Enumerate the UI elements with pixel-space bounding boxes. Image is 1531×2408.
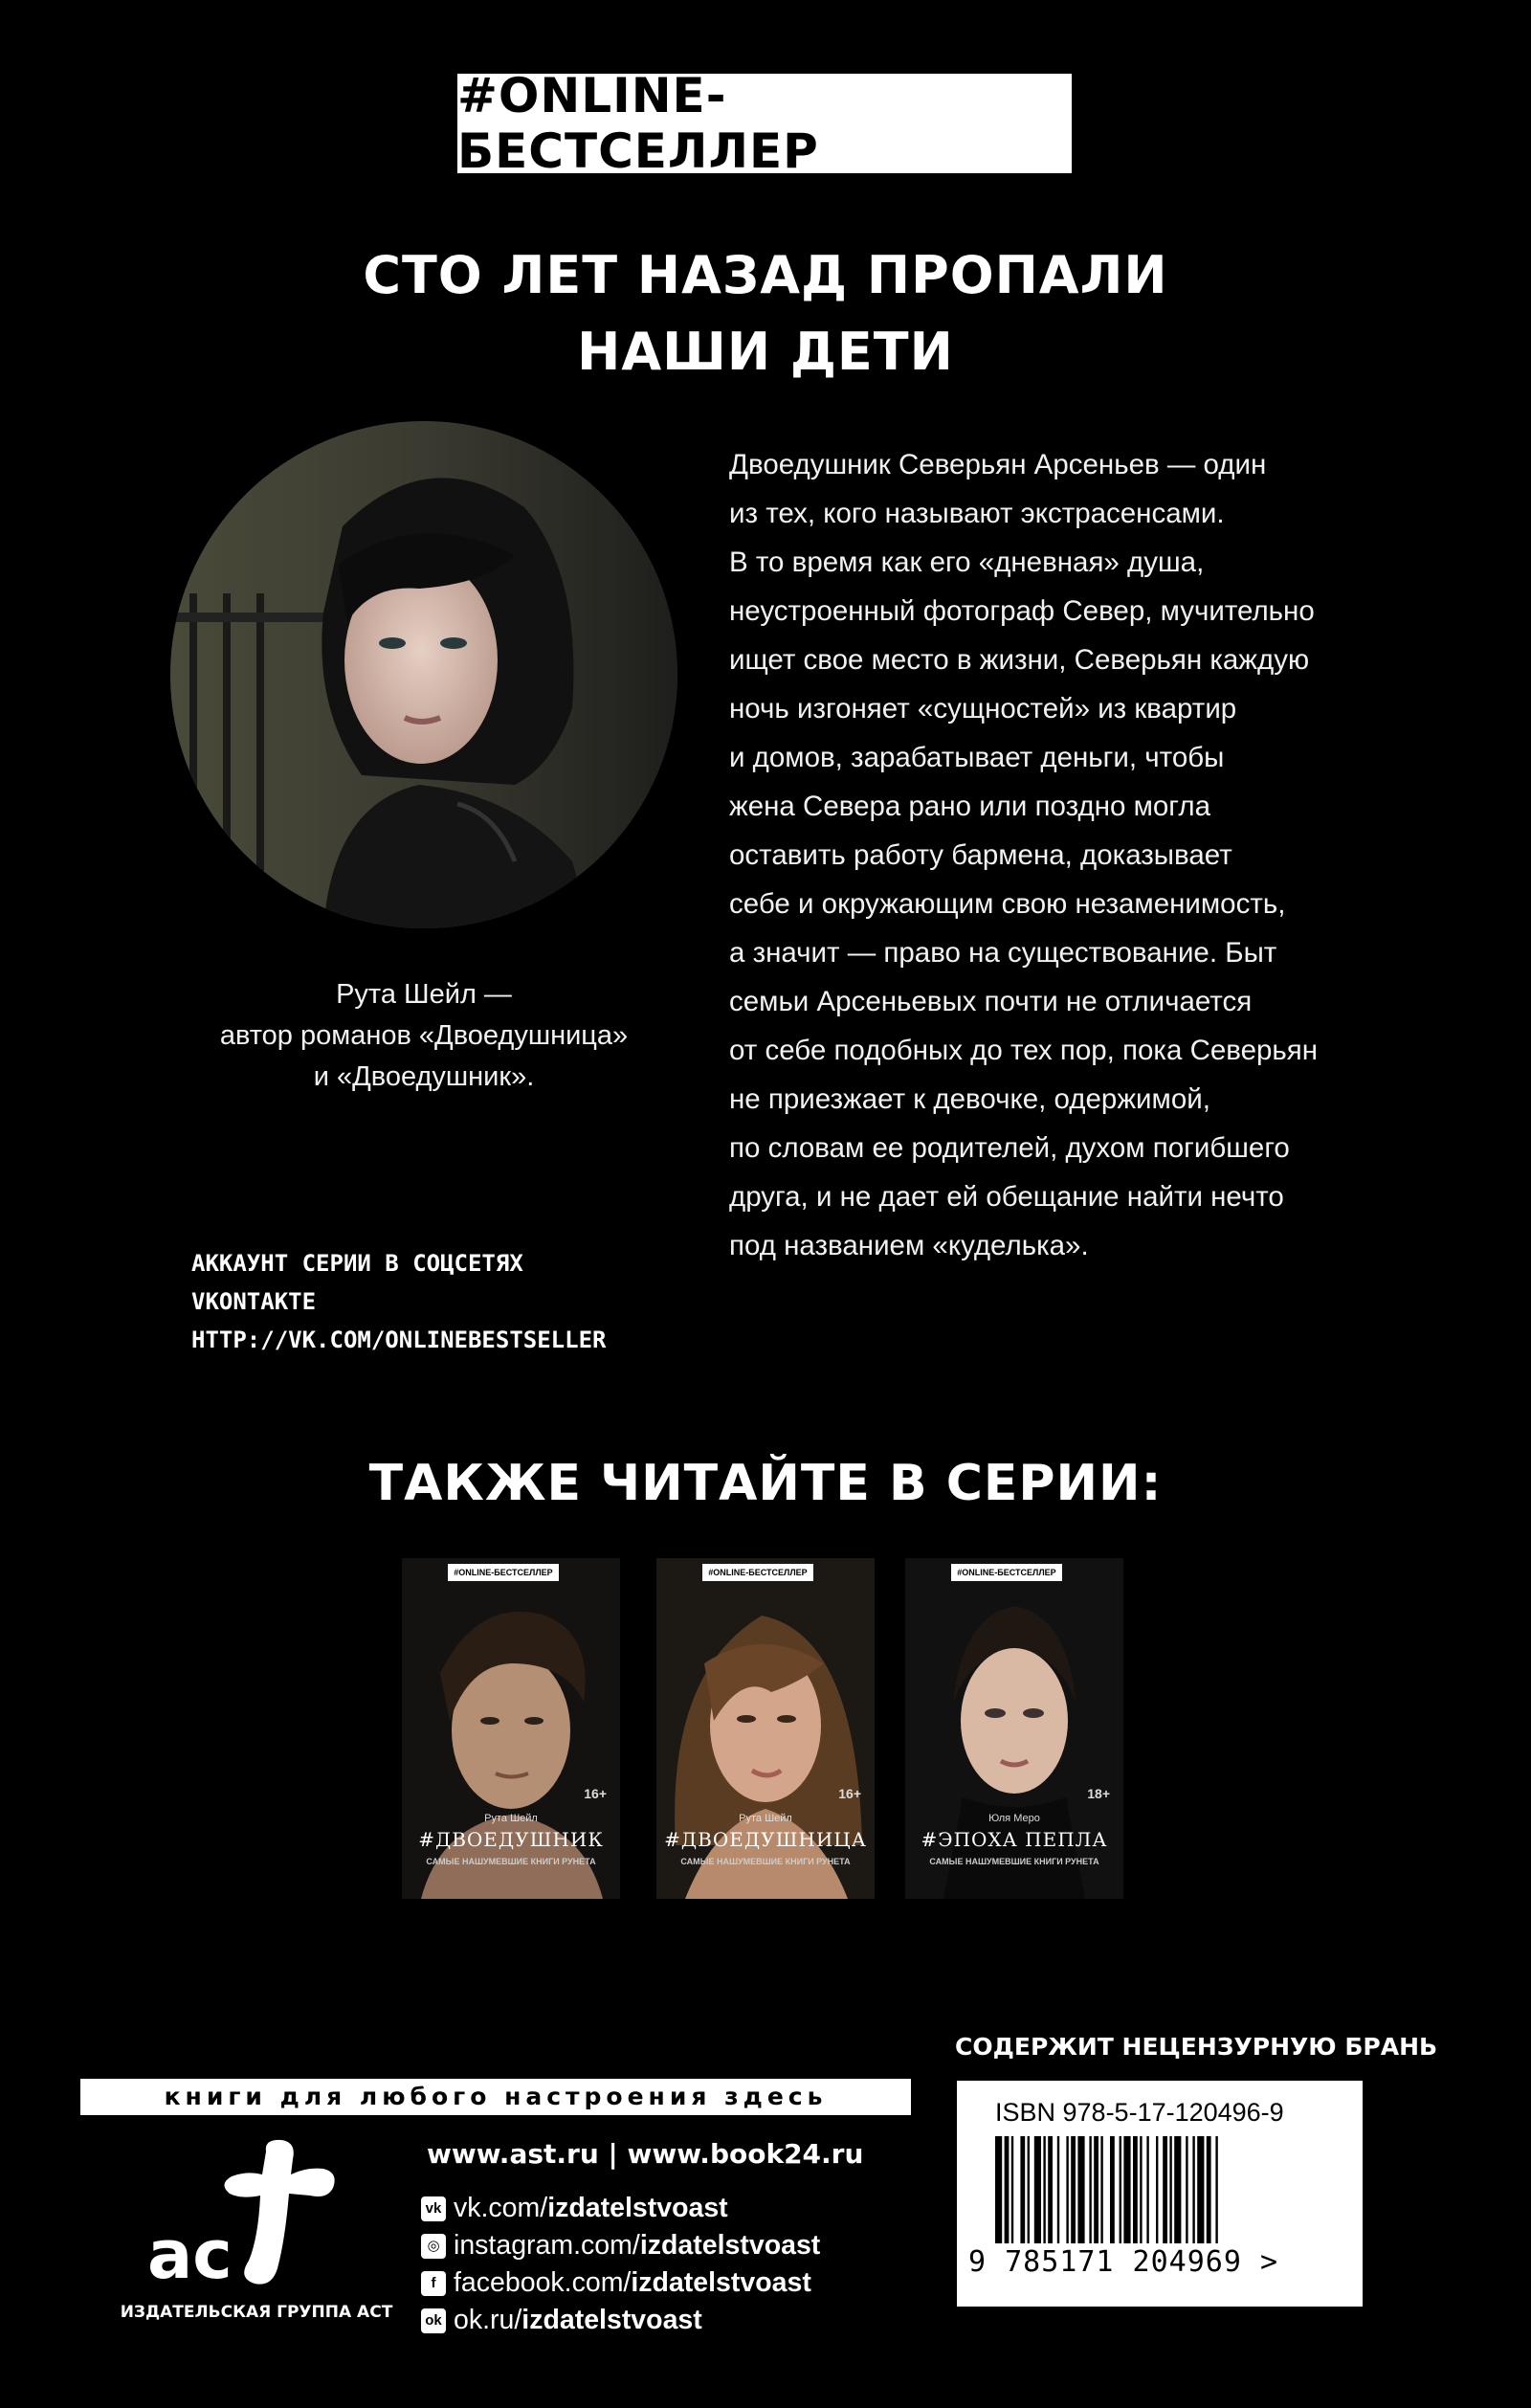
ast-logo-text: ac bbox=[147, 2216, 233, 2294]
book-subtitle: САМЫЕ НАШУМЕВШИЕ КНИГИ РУНЕТА bbox=[680, 1857, 851, 1866]
synopsis bbox=[729, 440, 1437, 1270]
book-title: #ДВОЕДУШНИК bbox=[418, 1828, 604, 1851]
barcode-bar bbox=[1028, 2136, 1030, 2243]
book-cover-epokha-pepla[interactable] bbox=[905, 1558, 1123, 1899]
synopsis-line: себе и окружающим свою незаменимость, bbox=[729, 888, 1286, 920]
synopsis-line: оставить работу бармена, доказывает bbox=[729, 839, 1232, 871]
link-domain: facebook.com/ bbox=[454, 2267, 632, 2298]
social-account-label: АККАУНТ СЕРИИ В СОЦСЕТЯХ bbox=[191, 1250, 523, 1277]
book-age-rating: 16+ bbox=[584, 1786, 607, 1801]
ast-logo-icon bbox=[142, 2134, 362, 2297]
barcode-bar bbox=[1057, 2136, 1059, 2243]
social-account-info bbox=[191, 1244, 606, 1359]
instagram-link[interactable] bbox=[421, 2227, 820, 2264]
vk-link[interactable] bbox=[421, 2190, 820, 2227]
barcode-bar bbox=[1089, 2136, 1091, 2243]
barcode-bar bbox=[1169, 2136, 1171, 2243]
author-caption-line-1: Рута Шейл — bbox=[336, 979, 512, 1010]
tagline-line-2: НАШИ ДЕТИ bbox=[577, 322, 954, 382]
barcode-bar bbox=[1192, 2136, 1194, 2243]
book-author: Рута Шейл bbox=[739, 1813, 792, 1824]
synopsis-line: друга, и не дает ей обещание найти нечто bbox=[729, 1181, 1284, 1213]
publisher-name: ИЗДАТЕЛЬСКАЯ ГРУППА АСТ bbox=[120, 2303, 393, 2322]
tagline-line-1: СТО ЛЕТ НАЗАД ПРОПАЛИ bbox=[363, 245, 1168, 305]
instagram-icon: ◎ bbox=[421, 2234, 446, 2259]
barcode-bar bbox=[1156, 2136, 1158, 2243]
link-domain: vk.com/ bbox=[454, 2193, 548, 2223]
synopsis-line: из тех, кого называют экстрасенсами. bbox=[729, 498, 1225, 529]
barcode-bar bbox=[1133, 2136, 1138, 2243]
barcode-bar bbox=[1043, 2136, 1045, 2243]
social-account-url[interactable]: HTTP://VK.COM/ONLINEBESTSELLER bbox=[191, 1327, 607, 1353]
barcode-bar bbox=[1207, 2136, 1211, 2243]
barcode-bar bbox=[1123, 2136, 1130, 2243]
synopsis-line: Двоедушник Северьян Арсеньев — один bbox=[729, 449, 1267, 480]
book-cover-dvoedushnitsa[interactable] bbox=[656, 1558, 875, 1899]
synopsis-line: не приезжает к девочке, одержимой, bbox=[729, 1083, 1210, 1115]
barcode-bar bbox=[1077, 2136, 1084, 2243]
synopsis-line: жена Севера рано или поздно могла bbox=[729, 791, 1211, 822]
barcode-bar bbox=[1048, 2136, 1053, 2243]
vk-icon: vk bbox=[421, 2196, 446, 2221]
synopsis-line: от себе подобных до тех пор, пока Северьян bbox=[729, 1035, 1319, 1066]
synopsis-line: и домов, зарабатывает деньги, чтобы bbox=[729, 742, 1225, 773]
book-age-rating: 18+ bbox=[1087, 1786, 1110, 1801]
barcode-bar bbox=[1020, 2136, 1025, 2243]
book-subtitle: САМЫЕ НАШУМЕВШИЕ КНИГИ РУНЕТА bbox=[929, 1857, 1099, 1866]
barcode-bar bbox=[1215, 2136, 1217, 2243]
book-age-rating: 16+ bbox=[838, 1786, 861, 1801]
book-cover-dvoedushnik[interactable] bbox=[402, 1558, 620, 1899]
author-caption bbox=[124, 974, 723, 1098]
synopsis-line: под названием «куделька». bbox=[729, 1230, 1089, 1261]
link-handle: izdatelstvoast bbox=[631, 2267, 811, 2298]
facebook-link[interactable] bbox=[421, 2264, 820, 2302]
author-photo bbox=[170, 421, 677, 928]
link-domain: instagram.com/ bbox=[454, 2230, 640, 2261]
book-series-badge: #ONLINE-БЕСТСЕЛЛЕР bbox=[702, 1564, 813, 1581]
social-network-name: VKONTAKTE bbox=[191, 1288, 317, 1315]
synopsis-line: семьи Арсеньевых почти не отличается bbox=[729, 986, 1253, 1017]
social-links bbox=[421, 2190, 820, 2339]
tagline bbox=[0, 237, 1531, 390]
barcode-bar bbox=[1197, 2136, 1204, 2243]
book-title: #ДВОЕДУШНИЦА bbox=[664, 1828, 867, 1851]
synopsis-line: В то время как его «дневная» душа, bbox=[729, 546, 1205, 578]
synopsis-line: неустроенный фотограф Север, мучительно bbox=[729, 595, 1315, 627]
series-badge: #ONLINE-БЕСТСЕЛЛЕР bbox=[457, 74, 1072, 173]
barcode-bar bbox=[1100, 2136, 1102, 2243]
barcode-bar bbox=[995, 2136, 1002, 2243]
barcode-bar bbox=[1034, 2136, 1041, 2243]
book-subtitle: САМЫЕ НАШУМЕВШИЕ КНИГИ РУНЕТА bbox=[426, 1857, 596, 1866]
barcode-panel bbox=[957, 2081, 1363, 2307]
profanity-warning: СОДЕРЖИТ НЕЦЕНЗУРНУЮ БРАНЬ bbox=[955, 2033, 1438, 2061]
barcode-bar bbox=[1146, 2136, 1148, 2243]
author-caption-line-3: и «Двоедушник». bbox=[313, 1061, 535, 1092]
link-handle: izdatelstvoast bbox=[547, 2193, 728, 2223]
link-handle: izdatelstvoast bbox=[521, 2305, 702, 2335]
barcode-bar bbox=[1011, 2136, 1013, 2243]
synopsis-line: по словам ее родителей, духом погибшего bbox=[729, 1132, 1290, 1164]
barcode-icon bbox=[995, 2136, 1326, 2243]
barcode-bar bbox=[1071, 2136, 1076, 2243]
author-portrait-illustration bbox=[170, 421, 677, 928]
barcode-bar bbox=[1163, 2136, 1167, 2243]
synopsis-line: ищет свое место в жизни, Северьян каждую bbox=[729, 644, 1310, 676]
website-links[interactable]: www.ast.ru | www.book24.ru bbox=[427, 2138, 864, 2170]
barcode-bar bbox=[1140, 2136, 1142, 2243]
barcode-bar bbox=[1110, 2136, 1115, 2243]
barcode-digits: 9 785171 204969 > bbox=[968, 2245, 1279, 2279]
barcode-bar bbox=[1005, 2136, 1010, 2243]
book-series-badge: #ONLINE-БЕСТСЕЛЛЕР bbox=[951, 1564, 1062, 1581]
barcode-bar bbox=[1066, 2136, 1068, 2243]
odnoklassniki-icon: ok bbox=[421, 2308, 446, 2333]
book-series-badge: #ONLINE-БЕСТСЕЛЛЕР bbox=[448, 1564, 559, 1581]
author-caption-line-2: автор романов «Двоедушница» bbox=[219, 1020, 629, 1051]
facebook-icon: f bbox=[421, 2271, 446, 2296]
barcode-bar bbox=[1094, 2136, 1098, 2243]
book-author: Юля Меро bbox=[988, 1813, 1040, 1824]
barcode-bar bbox=[1174, 2136, 1181, 2243]
also-read-heading: ТАКЖЕ ЧИТАЙТЕ В СЕРИИ: bbox=[368, 1455, 1163, 1512]
link-handle: izdatelstvoast bbox=[639, 2230, 821, 2261]
book-author: Рута Шейл bbox=[484, 1813, 538, 1824]
barcode-bar bbox=[1120, 2136, 1121, 2243]
synopsis-line: а значит — право на существование. Быт bbox=[729, 937, 1277, 969]
barcode-bar bbox=[1186, 2136, 1187, 2243]
odnoklassniki-link[interactable] bbox=[421, 2302, 820, 2339]
link-domain: ok.ru/ bbox=[454, 2305, 522, 2335]
book-title: #ЭПОХА ПЕПЛА bbox=[921, 1828, 1108, 1851]
synopsis-line: ночь изгоняет «сущностей» из квартир bbox=[729, 693, 1237, 725]
mood-strip: книги для любого настроения здесь bbox=[80, 2079, 911, 2115]
isbn-number: ISBN 978-5-17-120496-9 bbox=[995, 2098, 1284, 2127]
